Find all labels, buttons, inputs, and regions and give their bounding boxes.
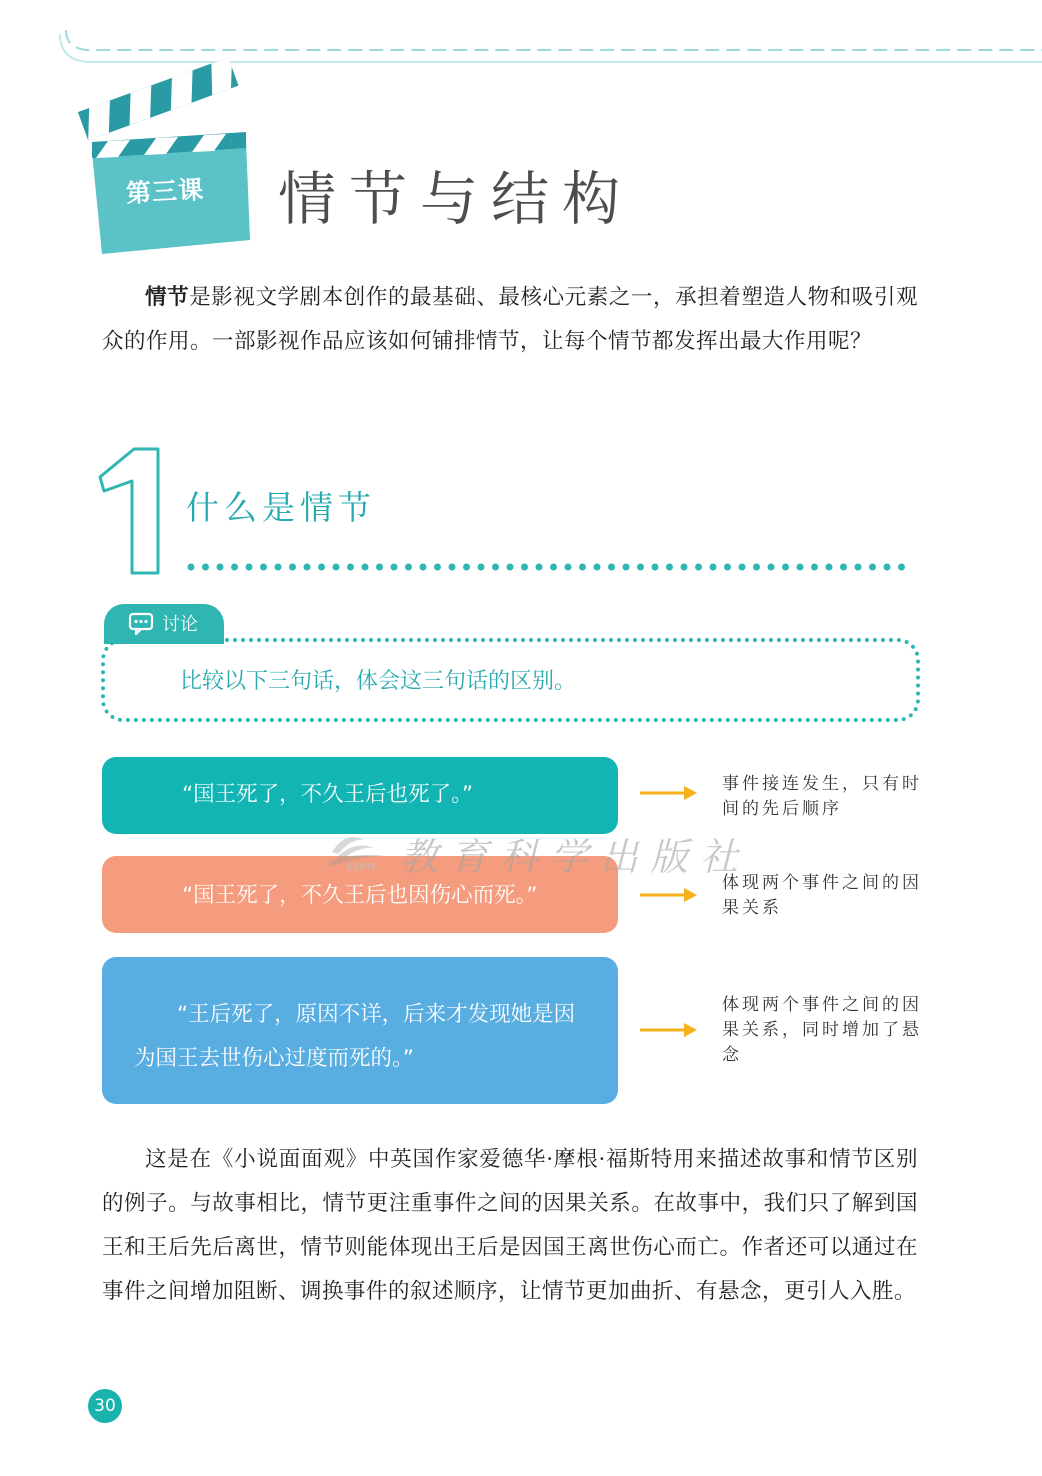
section-number-text: 1 (296, 645, 297, 646)
example-note-1: 事件接连发生，只有时间的先后顺序 (722, 774, 922, 819)
section-dotted-rule (186, 560, 922, 574)
example-note-3: 体现两个事件之间的因果关系，同时增加了悬念 (722, 995, 922, 1065)
lesson-title: 情节与结构 (278, 165, 634, 233)
clapperboard-icon (78, 72, 258, 262)
example-note-2: 体现两个事件之间的因果关系 (722, 873, 922, 918)
example-card-3 (102, 957, 618, 1104)
publisher-watermark-brand: ESPH (346, 862, 376, 873)
publisher-watermark-text: 教育科学出版社 (400, 835, 751, 879)
chat-bubble-icon (128, 612, 154, 636)
explanation-text: 这是在《小说面面观》中英国作家爱德华·摩根·福斯特用来描述故事和情节区别的例子。与故事相比，情节更注重事件之间的因果关系。在故事中，我们只了解到国王和王后先后离世，情节则能体现出王后是因国王离世伤心而亡。作者还可以通过在事件之间增加阻断、调换事件的叙述顺序，让情节更加曲折、有悬念，更引人入胜。 (102, 1147, 918, 1304)
intro-term: 情节 (145, 285, 190, 310)
example-sentence-2: “国王死了，不久王后也因伤心而死。” (182, 883, 538, 908)
section-title: 什么是情节 (186, 488, 376, 527)
example-sentence-1: “国王死了，不久王后也死了。” (182, 782, 474, 807)
arrow-right-icon (640, 1021, 698, 1039)
intro-paragraph (102, 276, 918, 364)
arrow-right-icon (640, 784, 698, 802)
page-number: 30 (88, 1389, 122, 1423)
discussion-prompt: 比较以下三句话，体会这三句话的区别。 (180, 669, 577, 694)
intro-text: 是影视文学剧本创作的最基础、最核心元素之一，承担着塑造人物和吸引观众的作用。一部影视作品应该如何铺排情节，让每个情节都发挥出最大作用呢？ (102, 285, 918, 354)
arrow-right-icon (640, 886, 698, 904)
lesson-label: 第三课 (125, 174, 205, 209)
discussion-label: 讨论 (162, 614, 198, 635)
explanation-paragraph (102, 1138, 918, 1314)
example-sentence-3: “王后死了，原因不详，后来才发现她是因为国王去世伤心过度而死的。” (134, 1002, 576, 1071)
top-border-decoration (0, 0, 1042, 70)
